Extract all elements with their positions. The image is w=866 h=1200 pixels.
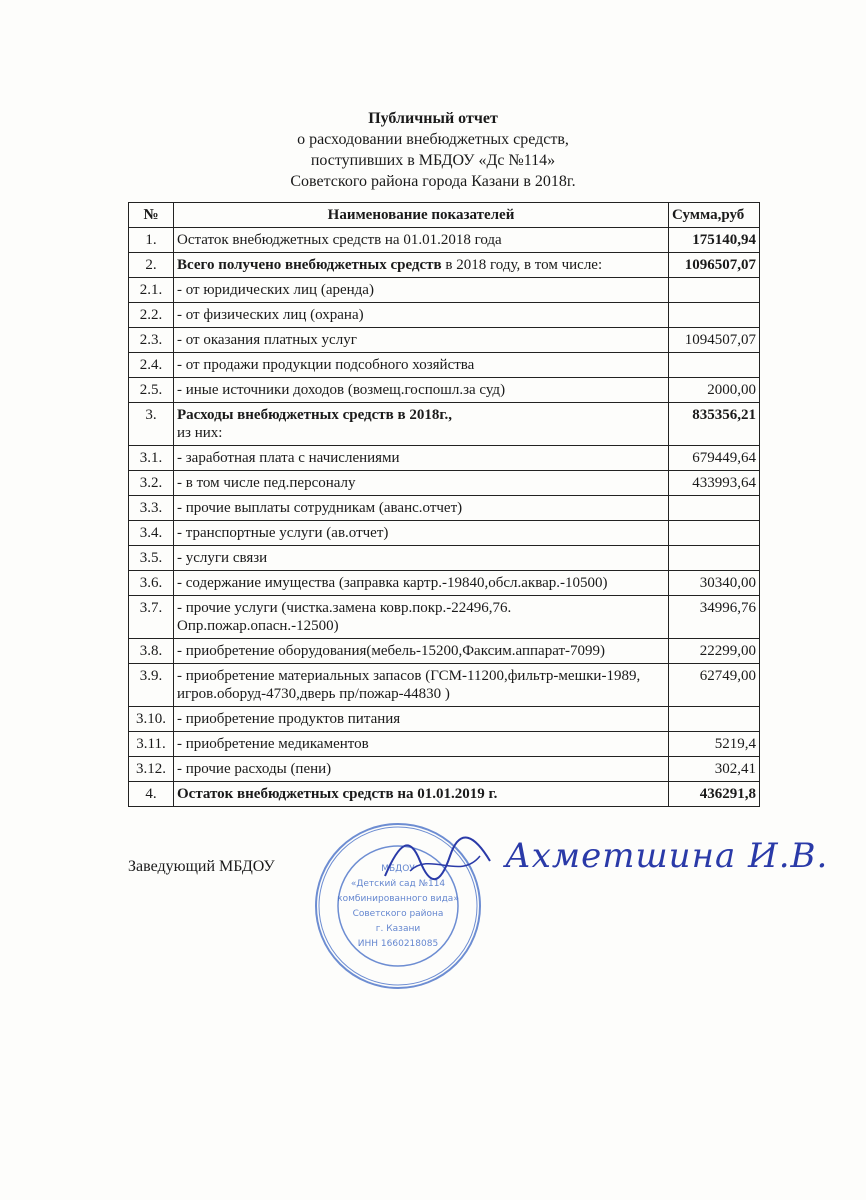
row-number: 2.1.	[129, 278, 174, 303]
row-name	[174, 596, 669, 639]
signature-scribble	[380, 831, 500, 891]
table-row	[129, 521, 760, 546]
row-sum: 436291,8	[669, 782, 760, 807]
row-name-text: - прочие расходы (пени)	[177, 761, 332, 777]
row-name-text: - услуги связи	[177, 550, 268, 566]
stamp-line: Советского района	[352, 909, 444, 919]
row-name-text: - приобретение оборудования(мебель-15200,Факсим.аппарат-7099)	[177, 643, 606, 659]
row-number: 2.	[129, 253, 174, 278]
row-name	[174, 521, 669, 546]
table-row	[129, 496, 760, 521]
row-name-text: в 2018 году, в том числе:	[441, 257, 603, 273]
row-name	[174, 639, 669, 664]
row-name-text: - прочие услуги (чистка.замена ковр.покр.-22496,76. Опр.пожар.опасн.-12500)	[177, 600, 512, 634]
row-sum: 34996,76	[669, 596, 760, 639]
row-sum: 1094507,07	[669, 328, 760, 353]
col-num: №	[129, 203, 174, 228]
row-number: 3.1.	[129, 446, 174, 471]
row-sum: 2000,00	[669, 378, 760, 403]
row-name	[174, 571, 669, 596]
doc-header	[0, 0, 866, 192]
row-sum: 5219,4	[669, 732, 760, 757]
row-sum: 302,41	[669, 757, 760, 782]
row-name	[174, 471, 669, 496]
table-row	[129, 471, 760, 496]
table-row	[129, 253, 760, 278]
stamp-line: комбинированного вида»	[337, 894, 459, 904]
table-row	[129, 571, 760, 596]
table-row	[129, 303, 760, 328]
table-header	[129, 203, 760, 228]
row-name-text: - от оказания платных услуг	[177, 332, 357, 348]
row-name	[174, 732, 669, 757]
row-name	[174, 664, 669, 707]
row-number: 2.3.	[129, 328, 174, 353]
row-sum: 679449,64	[669, 446, 760, 471]
table-row	[129, 546, 760, 571]
row-name-text: - от продажи продукции подсобного хозяйства	[177, 357, 475, 373]
row-number: 3.8.	[129, 639, 174, 664]
row-name-text: - от юридических лиц (аренда)	[177, 282, 374, 298]
row-sum	[669, 278, 760, 303]
row-name	[174, 278, 669, 303]
table-row	[129, 707, 760, 732]
row-sum: 22299,00	[669, 639, 760, 664]
row-name-text: - в том числе пед.персоналу	[177, 475, 356, 491]
row-name	[174, 303, 669, 328]
row-name-bold: Остаток внебюджетных средств на 01.01.2019 г.	[177, 786, 498, 802]
stamp-line: МБДОУ	[381, 864, 415, 874]
row-name-text: - заработная плата с начислениями	[177, 450, 400, 466]
signature-block	[0, 821, 866, 1021]
row-name	[174, 403, 669, 446]
row-sum: 30340,00	[669, 571, 760, 596]
row-sum: 62749,00	[669, 664, 760, 707]
row-name-text: - приобретение материальных запасов (ГСМ-11200,фильтр-мешки-1989, игров.оборуд-4730,дверь пр/пожар-44830 )	[177, 668, 641, 702]
row-name	[174, 446, 669, 471]
col-sum: Сумма,руб	[669, 203, 760, 228]
table-row	[129, 328, 760, 353]
table-row	[129, 353, 760, 378]
row-name-text: - прочие выплаты сотрудникам (аванс.отчет)	[177, 500, 463, 516]
stamp-line: «Детский сад №114	[350, 879, 446, 889]
row-name	[174, 328, 669, 353]
table-row	[129, 664, 760, 707]
row-name	[174, 757, 669, 782]
row-name-text: Остаток внебюджетных средств на 01.01.2018 года	[177, 232, 502, 248]
table-row	[129, 782, 760, 807]
row-number: 3.7.	[129, 596, 174, 639]
row-name	[174, 253, 669, 278]
row-number: 3.12.	[129, 757, 174, 782]
row-name	[174, 546, 669, 571]
row-sum	[669, 521, 760, 546]
row-name-bold: Всего получено внебюджетных средств	[177, 257, 442, 273]
row-number: 3.5.	[129, 546, 174, 571]
row-sum	[669, 353, 760, 378]
table-row	[129, 378, 760, 403]
doc-subtitle-1: о расходовании внебюджетных средств,	[297, 131, 569, 148]
stamp-line: г. Казани	[375, 924, 421, 934]
row-number: 3.9.	[129, 664, 174, 707]
table-row	[129, 757, 760, 782]
row-name	[174, 228, 669, 253]
row-number: 2.5.	[129, 378, 174, 403]
row-name	[174, 496, 669, 521]
row-sum	[669, 707, 760, 732]
table-row	[129, 596, 760, 639]
row-number: 3.10.	[129, 707, 174, 732]
row-number: 3.	[129, 403, 174, 446]
row-number: 3.3.	[129, 496, 174, 521]
row-name	[174, 353, 669, 378]
table-row	[129, 278, 760, 303]
row-sum: 835356,21	[669, 403, 760, 446]
row-number: 2.2.	[129, 303, 174, 328]
table-row	[129, 403, 760, 446]
row-name-bold: Расходы внебюджетных средств в 2018г.,	[177, 407, 452, 423]
row-name-text: - транспортные услуги (ав.отчет)	[177, 525, 389, 541]
row-sum: 1096507,07	[669, 253, 760, 278]
signer-label: Заведующий МБДОУ	[128, 858, 275, 875]
row-name	[174, 707, 669, 732]
report-table	[128, 202, 760, 807]
doc-subtitle-3: Советского района города Казани в 2018г.	[290, 173, 576, 190]
row-name-text: из них:	[177, 425, 223, 441]
table-row	[129, 228, 760, 253]
row-sum	[669, 496, 760, 521]
row-sum	[669, 546, 760, 571]
row-number: 2.4.	[129, 353, 174, 378]
row-number: 1.	[129, 228, 174, 253]
row-number: 3.4.	[129, 521, 174, 546]
row-sum	[669, 303, 760, 328]
table-row	[129, 732, 760, 757]
signature: Ахметшина И.В.	[505, 836, 829, 876]
row-number: 3.6.	[129, 571, 174, 596]
doc-subtitle-2: поступивших в МБДОУ «Дс №114»	[310, 152, 556, 169]
table-row	[129, 446, 760, 471]
row-sum: 433993,64	[669, 471, 760, 496]
table-row	[129, 639, 760, 664]
row-name-text: - иные источники доходов (возмещ.госпошл.за суд)	[177, 382, 506, 398]
stamp-line: ИНН 1660218085	[357, 939, 439, 949]
row-name-text: - приобретение продуктов питания	[177, 711, 401, 727]
row-number: 3.2.	[129, 471, 174, 496]
row-name-text: - приобретение медикаментов	[177, 736, 369, 752]
doc-title: Публичный отчет	[368, 110, 498, 127]
row-number: 3.11.	[129, 732, 174, 757]
col-name: Наименование показателей	[174, 203, 669, 228]
row-name	[174, 782, 669, 807]
row-name-text: - от физических лиц (охрана)	[177, 307, 364, 323]
row-number: 4.	[129, 782, 174, 807]
row-name	[174, 378, 669, 403]
row-sum: 175140,94	[669, 228, 760, 253]
row-name-text: - содержание имущества (заправка картр.-19840,обсл.аквар.-10500)	[177, 575, 608, 591]
